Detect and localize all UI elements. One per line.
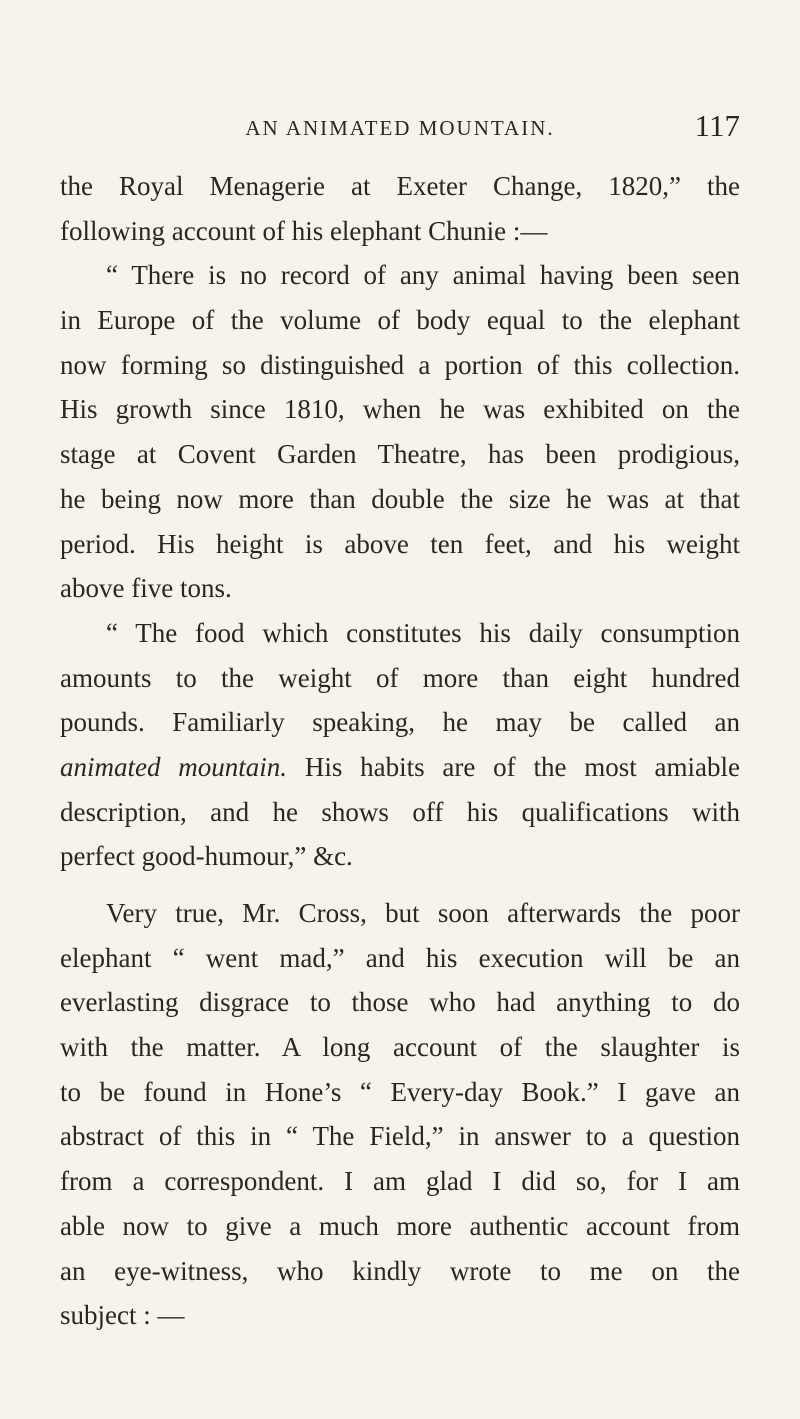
text-line: following account of his elephant Chunie :— [60, 215, 548, 246]
text-line: from a correspondent. I am glad I did so, for I am [60, 1166, 740, 1197]
text-line: above five tons. [60, 573, 232, 604]
paragraph-2 [60, 253, 740, 611]
text-line: pounds. Familiarly speaking, he may be called an [60, 707, 740, 738]
text-line: period. His height is above ten feet, and his weight [60, 528, 740, 559]
text-line: to be found in Hone’s “ Every-day Book.” I gave an [60, 1076, 740, 1107]
text-line: in Europe of the volume of body equal to the elephant [60, 305, 740, 336]
text-line: Very true, Mr. Cross, but soon afterwards the poor [106, 898, 740, 928]
text-line: amounts to the weight of more than eight hundred [60, 662, 740, 693]
text-line: stage at Covent Garden Theatre, has been prodigious, [60, 439, 740, 470]
text-line: description, and he shows off his qualifications with [60, 796, 740, 827]
text-line: “ The food which constitutes his daily consumption [106, 617, 740, 648]
italic-phrase: animated mountain. [60, 751, 288, 782]
text-run: His habits are of the most amiable [287, 751, 740, 782]
paragraph-3 [60, 611, 740, 879]
paragraph-gap [60, 879, 740, 891]
text-line: everlasting disgrace to those who had anything to do [60, 987, 740, 1018]
running-head [60, 108, 740, 152]
text-line: the Royal Menagerie at Exeter Change, 1820,” the [60, 171, 740, 201]
text-line-mixed [60, 745, 740, 790]
running-title: AN ANIMATED MOUNTAIN. [245, 116, 555, 140]
body-text [60, 164, 740, 1338]
text-line: he being now more than double the size he was at that [60, 483, 740, 514]
text-line: subject : — [60, 1300, 185, 1331]
text-line: now forming so distinguished a portion of this collection. [60, 349, 740, 380]
text-line: perfect good-humour,” &c. [60, 841, 353, 872]
paragraph-4 [60, 891, 740, 1338]
paragraph-1 [60, 164, 740, 253]
text-line: able now to give a much more authentic account from [60, 1210, 740, 1241]
text-line: with the matter. A long account of the slaughter is [60, 1032, 740, 1063]
text-line: an eye-witness, who kindly wrote to me on the [60, 1255, 740, 1286]
text-line: abstract of this in “ The Field,” in answer to a question [60, 1121, 740, 1152]
text-line: His growth since 1810, when he was exhibited on the [60, 394, 740, 425]
page-number: 117 [694, 108, 740, 143]
text-line: elephant “ went mad,” and his execution will be an [60, 942, 740, 973]
text-line: “ There is no record of any animal having been seen [106, 260, 740, 291]
